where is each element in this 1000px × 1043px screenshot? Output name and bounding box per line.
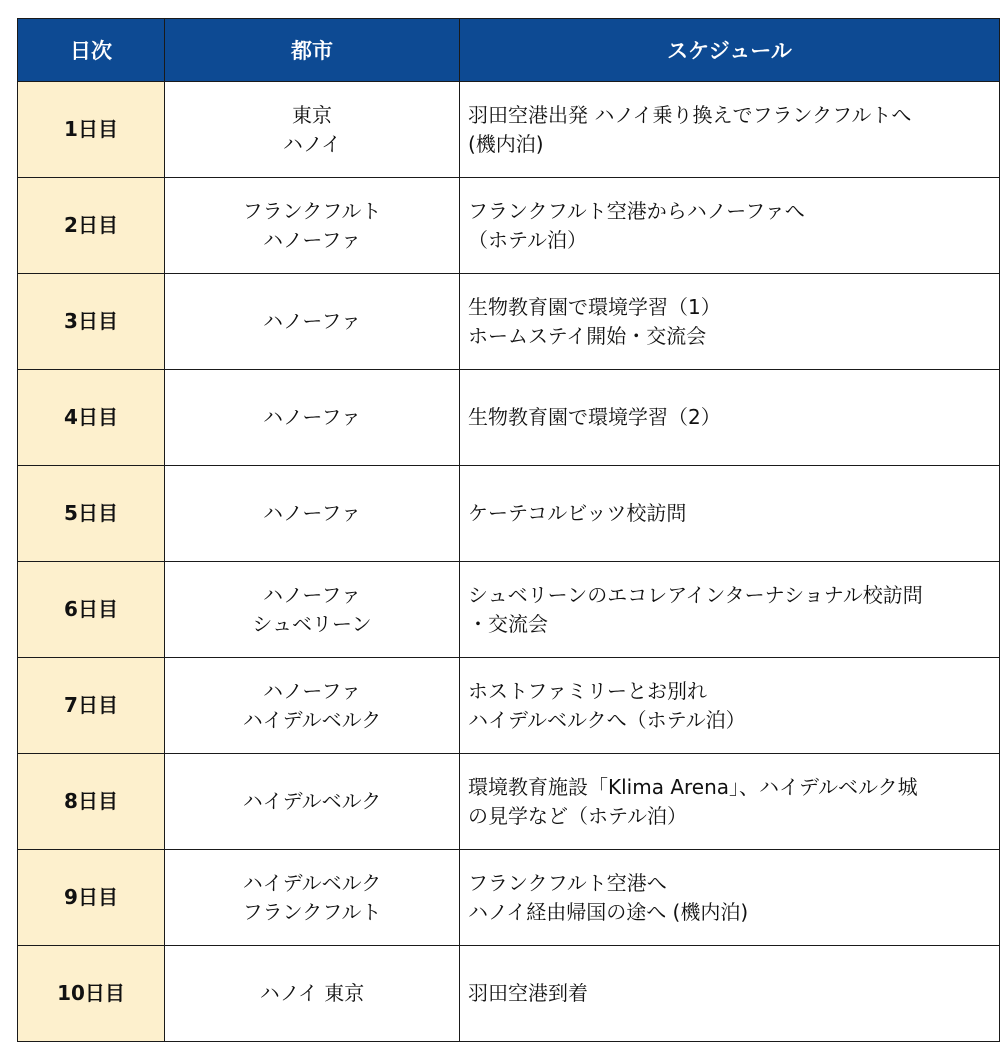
day-cell: 1日目 bbox=[18, 82, 165, 178]
header-day: 日次 bbox=[18, 19, 165, 82]
table-row bbox=[18, 178, 1000, 274]
header-row bbox=[18, 19, 1000, 82]
schedule-line: シュベリーンのエコレアインターナショナル校訪問 bbox=[468, 582, 923, 607]
city-cell bbox=[165, 754, 460, 850]
city-cell bbox=[165, 82, 460, 178]
city-cell bbox=[165, 178, 460, 274]
schedule-cell bbox=[460, 946, 1000, 1042]
city-cell bbox=[165, 946, 460, 1042]
city-line: ハノーファ bbox=[263, 405, 361, 429]
day-cell: 10日目 bbox=[18, 946, 165, 1042]
city-cell bbox=[165, 274, 460, 370]
city-line: ハイデルベルク bbox=[242, 707, 382, 732]
table-row bbox=[18, 754, 1000, 850]
city-cell bbox=[165, 370, 460, 466]
city-line: ハノーファ bbox=[263, 227, 361, 252]
schedule-line: ハイデルベルクへ（ホテル泊） bbox=[468, 707, 746, 732]
schedule-cell bbox=[460, 658, 1000, 754]
table-header bbox=[18, 19, 1000, 82]
schedule-line: 生物教育園で環境学習（1） bbox=[468, 294, 721, 319]
city-line: ハノイ bbox=[282, 131, 342, 156]
table-row bbox=[18, 466, 1000, 562]
header-city: 都市 bbox=[165, 19, 460, 82]
day-cell: 8日目 bbox=[18, 754, 165, 850]
schedule-line: (機内泊) bbox=[468, 131, 544, 156]
schedule-cell bbox=[460, 850, 1000, 946]
city-line: ハノイ 東京 bbox=[259, 981, 365, 1005]
table-row bbox=[18, 274, 1000, 370]
city-line: ハノーファ bbox=[263, 678, 361, 703]
city-cell bbox=[165, 658, 460, 754]
day-cell: 4日目 bbox=[18, 370, 165, 466]
schedule-line: 環境教育施設「Klima Arena」、ハイデルベルク城 bbox=[468, 774, 918, 799]
day-cell: 3日目 bbox=[18, 274, 165, 370]
schedule-line: フランクフルト空港へ bbox=[468, 870, 667, 895]
schedule-line: フランクフルト空港からハノーファへ bbox=[468, 198, 805, 223]
city-cell bbox=[165, 850, 460, 946]
city-line: ハイデルベルク bbox=[242, 789, 382, 813]
schedule-cell bbox=[460, 178, 1000, 274]
schedule-line: ハノイ経由帰国の途へ (機内泊) bbox=[468, 899, 749, 924]
itinerary-table bbox=[17, 18, 1000, 1042]
schedule-cell bbox=[460, 82, 1000, 178]
schedule-line: ケーテコルビッツ校訪問 bbox=[468, 501, 687, 525]
schedule-line: ホストファミリーとお別れ bbox=[468, 678, 707, 703]
table-row bbox=[18, 658, 1000, 754]
city-cell bbox=[165, 466, 460, 562]
table-row bbox=[18, 946, 1000, 1042]
table-row bbox=[18, 562, 1000, 658]
schedule-cell bbox=[460, 562, 1000, 658]
day-cell: 5日目 bbox=[18, 466, 165, 562]
schedule-cell bbox=[460, 370, 1000, 466]
table-row bbox=[18, 82, 1000, 178]
table-row bbox=[18, 370, 1000, 466]
day-cell: 6日目 bbox=[18, 562, 165, 658]
city-cell bbox=[165, 562, 460, 658]
schedule-cell bbox=[460, 274, 1000, 370]
city-line: ハノーファ bbox=[263, 501, 361, 525]
schedule-line: 生物教育園で環境学習（2） bbox=[468, 405, 721, 429]
day-cell: 9日目 bbox=[18, 850, 165, 946]
city-line: フランクフルト bbox=[242, 198, 382, 223]
table-body bbox=[18, 82, 1000, 1042]
city-line: 東京 bbox=[292, 102, 332, 127]
schedule-cell bbox=[460, 754, 1000, 850]
day-cell: 7日目 bbox=[18, 658, 165, 754]
header-schedule: スケジュール bbox=[460, 19, 1000, 82]
city-line: シュベリーン bbox=[252, 611, 372, 636]
schedule-line: 羽田空港到着 bbox=[468, 981, 588, 1005]
city-line: ハノーファ bbox=[263, 309, 361, 333]
schedule-cell bbox=[460, 466, 1000, 562]
schedule-line: ・交流会 bbox=[468, 611, 548, 636]
schedule-line: ホームステイ開始・交流会 bbox=[468, 323, 707, 348]
schedule-line: （ホテル泊） bbox=[468, 227, 587, 252]
city-line: ハイデルベルク bbox=[242, 870, 382, 895]
schedule-line: の見学など（ホテル泊） bbox=[468, 803, 687, 828]
table-row bbox=[18, 850, 1000, 946]
day-cell: 2日目 bbox=[18, 178, 165, 274]
schedule-line: 羽田空港出発 ハノイ乗り換えでフランクフルトへ bbox=[468, 102, 912, 127]
city-line: ハノーファ bbox=[263, 582, 361, 607]
city-line: フランクフルト bbox=[242, 899, 382, 924]
